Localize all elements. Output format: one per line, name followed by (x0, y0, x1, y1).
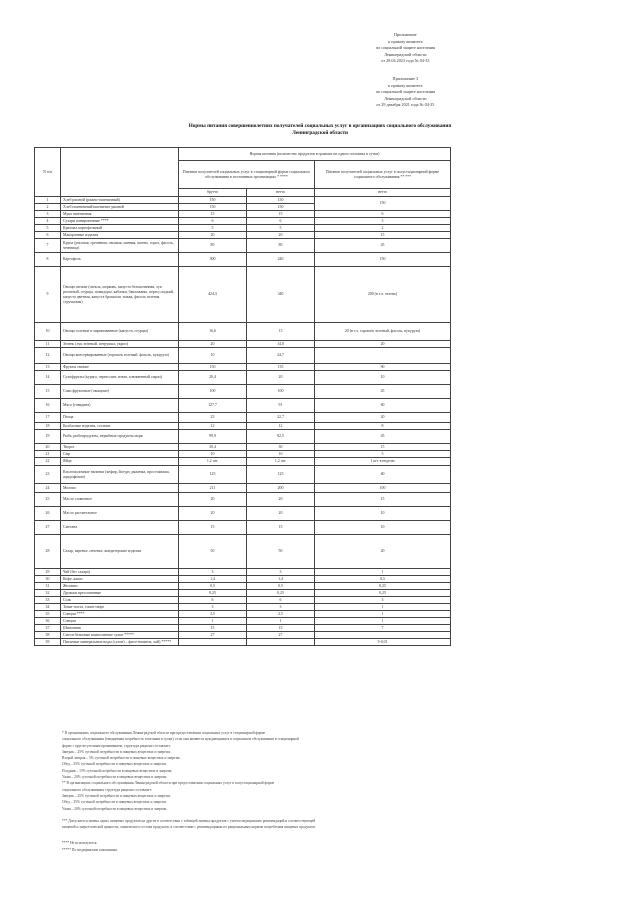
product-name: Мясо (говядина) (61, 399, 179, 413)
footnote-line: Второй завтрак – 5% суточной потребности в пищевых веществах и энергии; (62, 756, 181, 761)
stationary-netto: 30 (247, 444, 315, 451)
stationary-netto: 3 (247, 569, 315, 576)
stationary-brutto: 0,5 (179, 583, 247, 590)
semistationary-netto: 20 (315, 413, 451, 423)
table-row (35, 341, 451, 348)
stationary-netto: 340 (247, 267, 315, 323)
product-name: Овощи соленые и маринованные (капуста, огурцы) (61, 323, 179, 341)
table-row (35, 267, 451, 323)
stationary-brutto: 150 (179, 364, 247, 371)
semistationary-netto: 3 (315, 597, 451, 604)
row-number: 29 (35, 569, 61, 576)
table-row (35, 466, 451, 484)
product-name: Соль (61, 597, 179, 604)
row-number: 33 (35, 597, 61, 604)
stationary-netto: 91 (247, 399, 315, 413)
row-number: 36 (35, 618, 61, 625)
header-line: к приказу комитета (388, 82, 423, 88)
row-number: 27 (35, 521, 61, 535)
footnote-line: социального обслуживания (ежедневная потребность в питании в сутки), если они являются нуждающимися в социальном обслуживании в стационарной (62, 737, 299, 742)
product-name: Соки фруктовые (овощные) (61, 385, 179, 399)
stationary-netto: 12 (247, 423, 315, 430)
stationary-brutto: 80 (179, 239, 247, 253)
stationary-brutto: 30,4 (179, 444, 247, 451)
stationary-brutto: 0,25 (179, 590, 247, 597)
stationary-netto: 20 (247, 507, 315, 521)
title-line: Ленинградской области (291, 130, 349, 136)
table-row (35, 364, 451, 371)
stationary-netto: 200 (247, 484, 315, 493)
stationary-netto: 6 (247, 218, 315, 225)
semistationary-netto: 15 (315, 232, 451, 239)
row-number: 5 (35, 225, 61, 232)
table-row (35, 639, 451, 646)
semistationary-netto: 150 (315, 253, 451, 267)
footnote-line: Ужин – 20% суточной потребности в пищевых веществах и энергии. (62, 775, 168, 780)
product-name: Фрукты свежие (61, 364, 179, 371)
product-name: Хлеб пшеничный/пшенично-ржаной (61, 204, 179, 211)
table-row (35, 535, 451, 569)
footnote-line: *** Допускается замена одних пищевых продуктов на другие в соответствии с таблицей замены продуктов с учетом медицинских рекомендаций и соответствующей (62, 818, 316, 823)
semistationary-netto: 1 (315, 604, 451, 611)
semistationary-netto: 20 (315, 535, 451, 569)
table-row (35, 597, 451, 604)
table-row (35, 253, 451, 267)
table-row (35, 399, 451, 413)
stationary-netto: 24,7 (247, 348, 315, 364)
row-number: 18 (35, 423, 61, 430)
footnote-line: Завтрак – 25% суточной потребности в пищевых веществах и энергии; (62, 749, 171, 754)
stationary-brutto: 5 (179, 225, 247, 232)
semistationary-netto: 200 (в т.ч. зелень) (315, 267, 451, 323)
stationary-brutto: 99,9 (179, 430, 247, 444)
semistationary-netto: 20 (в т.ч. горошек зеленый, фасоль, кукуруза) (315, 323, 451, 341)
product-name: Макаронные изделия (61, 232, 179, 239)
semistationary-netto: 1 (315, 611, 451, 618)
stationary-brutto: 25 (179, 413, 247, 423)
header-line: от 29 декабря 2021 года № 04-35 (376, 102, 435, 108)
row-number: 4 (35, 218, 61, 225)
stationary-brutto: 6 (179, 218, 247, 225)
stationary-netto: 80 (247, 239, 315, 253)
semistationary-netto: 20 (315, 341, 451, 348)
semistationary-netto: 15 (315, 444, 451, 451)
approval-header-1 (376, 32, 435, 65)
semistationary-netto: 45 (315, 385, 451, 399)
nutrition-norms-table (34, 147, 451, 646)
row-number: 13 (35, 364, 61, 371)
semistationary-netto: 5 (315, 451, 451, 458)
row-number: 19 (35, 430, 61, 444)
col-semistationary-header: Питание получателей социальных услуг в полустационарной форме социального обслуживания ** *** (315, 161, 451, 189)
product-name: Сухофрукты (курага, чернослив, изюм, клюквенный сироп) (61, 371, 179, 385)
row-number: 24 (35, 484, 61, 493)
stationary-brutto: 1,4 (179, 576, 247, 583)
semistationary-netto: 0,25 (315, 590, 451, 597)
row-number: 7 (35, 239, 61, 253)
product-name: Мука пшеничная (61, 211, 179, 218)
product-name: Сметана (61, 521, 179, 535)
table-row (35, 632, 451, 639)
stationary-netto: 135 (247, 364, 315, 371)
header-line: Приложение 3 (392, 76, 419, 81)
stationary-brutto: 20,4 (179, 371, 247, 385)
semistationary-netto: 10 (315, 507, 451, 521)
stationary-brutto: 15 (179, 625, 247, 632)
stationary-brutto: 16,6 (179, 323, 247, 341)
stationary-brutto: 50 (179, 535, 247, 569)
table-row (35, 385, 451, 399)
product-name: Чай (без сахара) (61, 569, 179, 576)
stationary-brutto: 2,5 (179, 611, 247, 618)
semistationary-netto: 2 (315, 225, 451, 232)
stationary-brutto: 211 (179, 484, 247, 493)
row-number: 28 (35, 535, 61, 569)
product-name: Специи **** (61, 611, 179, 618)
table-row (35, 218, 451, 225)
product-name: Питьевые минеральные воды (сухие) – фито-напиток, чай) ***** (61, 639, 179, 646)
table-row (35, 211, 451, 218)
table-row (35, 451, 451, 458)
stationary-netto: 240 (247, 253, 315, 267)
stationary-brutto: 15 (179, 521, 247, 535)
table-row (35, 590, 451, 597)
stationary-netto: 3 (247, 604, 315, 611)
stationary-brutto: 20 (179, 341, 247, 348)
row-number: 3 (35, 211, 61, 218)
semistationary-netto: 6 (315, 211, 451, 218)
footnote-line: Ужин – 20% суточной потребности в пищевых веществах и энергии. (62, 806, 168, 811)
semistationary-netto: 1 шт. в неделю (315, 458, 451, 466)
table-row (35, 604, 451, 611)
row-number: 11 (35, 341, 61, 348)
stationary-netto: 20 (247, 371, 315, 385)
table-row (35, 430, 451, 444)
stationary-brutto: 6 (179, 597, 247, 604)
stationary-netto: 20 (247, 493, 315, 507)
header-line: Приложение (394, 32, 417, 37)
row-number: 38 (35, 632, 61, 639)
stationary-netto: 15 (247, 521, 315, 535)
footnotes (62, 730, 582, 853)
row-number: 6 (35, 232, 61, 239)
header-line: к приказу комитета (388, 38, 423, 44)
header-line: по социальной защите населения (375, 89, 435, 95)
row-number: 2 (35, 204, 61, 211)
stationary-netto (247, 639, 315, 646)
product-name: Рыба, рыбопродукты, нерыбные продукты моря (61, 430, 179, 444)
semistationary-netto: 100 (315, 484, 451, 493)
product-name: Масло сливочное (61, 493, 179, 507)
stationary-netto: 1 (247, 618, 315, 625)
stationary-netto: 15 (247, 211, 315, 218)
row-number: 17 (35, 413, 61, 423)
stationary-brutto: 20 (179, 232, 247, 239)
row-number: 9 (35, 267, 61, 323)
product-name: Картофель (61, 253, 179, 267)
table-row (35, 493, 451, 507)
stationary-brutto: 424,3 (179, 267, 247, 323)
table-row (35, 484, 451, 493)
stationary-netto: 82,5 (247, 430, 315, 444)
product-name: Шиповник (61, 625, 179, 632)
row-number: 1 (35, 197, 61, 204)
stationary-brutto: 3 (179, 604, 247, 611)
semistationary-netto: 1 (315, 569, 451, 576)
stationary-netto: 2,5 (247, 611, 315, 618)
semistationary-netto (315, 348, 451, 364)
table-row (35, 239, 451, 253)
semistationary-netto: 45 (315, 239, 451, 253)
table-row (35, 521, 451, 535)
footnote-line: социального обслуживания структура рациона составляет: (62, 787, 152, 792)
table-row (35, 348, 451, 364)
header-line: Ленинградской области (384, 51, 427, 57)
table-row (35, 225, 451, 232)
table-row (35, 618, 451, 625)
table-row (35, 611, 451, 618)
stationary-netto: 6 (247, 597, 315, 604)
row-number: 14 (35, 371, 61, 385)
stationary-netto: 1,4 (247, 576, 315, 583)
product-name: Яйца (61, 458, 179, 466)
stationary-brutto: 3 (179, 569, 247, 576)
col-number-header: N п/п (35, 148, 61, 197)
row-number: 30 (35, 576, 61, 583)
stationary-netto: 125 (247, 466, 315, 484)
semistationary-netto: 1 (315, 618, 451, 625)
row-number: 22 (35, 458, 61, 466)
footnote-line: Завтрак – 25% суточной потребности в пищевых веществах и энергии; (62, 793, 171, 798)
semistationary-netto: 15 (315, 493, 451, 507)
sub-brutto-header: брутто (179, 189, 247, 197)
row-number: 37 (35, 625, 61, 632)
product-name: Сухари панировочные **** (61, 218, 179, 225)
product-name: Овощи свежие (свекла, морковь, капуста белокочанная, лук репчатый, огурцы, помидоры, кабачки, баклажаны, перец сладкий, капуста цветная, капуста брокколи, тыква, фасоль зеленая стручковая) (61, 267, 179, 323)
row-number: 16 (35, 399, 61, 413)
table-row (35, 423, 451, 430)
semistationary-netto: 0,25 (315, 583, 451, 590)
stationary-netto: 150 (247, 204, 315, 211)
row-number: 20 (35, 444, 61, 451)
row-number: 39 (35, 639, 61, 646)
product-name: Зелень (лук зеленый, петрушка, укроп) (61, 341, 179, 348)
product-name: Сахар, варенье, печенье, кондитерские изделия (61, 535, 179, 569)
table-row (35, 197, 451, 204)
stationary-brutto: 15 (179, 211, 247, 218)
table-row (35, 232, 451, 239)
row-number: 34 (35, 604, 61, 611)
header-line: по социальной защите населения (375, 45, 435, 51)
sub-netto-header: нетто (315, 189, 451, 197)
semistationary-netto: 8 (315, 423, 451, 430)
col-norms-header: Нормы питания (количество продуктов в граммах на одного человека в сутки) (179, 148, 451, 161)
product-name: Кисломолочные напитки (кефир, йогурт, ряженка, простокваша, ацидофилин) (61, 466, 179, 484)
footnote-line: **** Не используются. (62, 841, 98, 846)
row-number: 31 (35, 583, 61, 590)
semistationary-netto: 3 (315, 218, 451, 225)
stationary-brutto: 300 (179, 253, 247, 267)
table-head-row (35, 148, 451, 161)
stationary-brutto: 150 (179, 197, 247, 204)
table-row (35, 371, 451, 385)
footnote-line: * В организациях социального обслуживания Ленинградской области при предоставлении социальных услуг в стационарной форме (62, 731, 266, 735)
stationary-netto: 27 (247, 632, 315, 639)
row-number: 10 (35, 323, 61, 341)
stationary-brutto: 10 (179, 348, 247, 364)
stationary-netto: 5 (247, 225, 315, 232)
stationary-netto: 0,25 (247, 590, 315, 597)
product-name: Творог (61, 444, 179, 451)
row-number: 12 (35, 348, 61, 364)
stationary-brutto: 1,2 шт. (179, 458, 247, 466)
product-name: Масло растительное (61, 507, 179, 521)
table-row (35, 507, 451, 521)
stationary-netto: 1,2 шт. (247, 458, 315, 466)
header-line: от 28.04.2023 года № 04-33 (381, 58, 430, 64)
stationary-brutto (179, 639, 247, 646)
semistationary-netto: 150 (315, 197, 451, 211)
row-number: 15 (35, 385, 61, 399)
table-row (35, 444, 451, 451)
stationary-brutto: 125 (179, 466, 247, 484)
row-number: 35 (35, 611, 61, 618)
semistationary-netto: 0,5 (315, 576, 451, 583)
title-line: Нормы питания совершеннолетних получателей социальных услуг в организациях социального обслуживания (188, 123, 452, 129)
col-stationary-header: Питание получателей социальных услуг в стационарной форме социального обслуживания в постоянных организациях * **** (179, 161, 315, 189)
stationary-brutto: 100 (179, 385, 247, 399)
semistationary-netto: 7 (315, 625, 451, 632)
semistationary-netto: 45 (315, 430, 451, 444)
stationary-brutto: 10 (179, 451, 247, 458)
semistationary-netto: 10 (315, 371, 451, 385)
row-number: 21 (35, 451, 61, 458)
product-name: Дрожжи прессованные (61, 590, 179, 597)
stationary-netto: 150 (247, 197, 315, 204)
semistationary-netto: 10 (315, 521, 451, 535)
stationary-netto: 20 (247, 232, 315, 239)
footnote-line: Обед – 35% суточной потребности в пищевых веществах и энергии; (62, 800, 167, 805)
stationary-netto: 15 (247, 323, 315, 341)
product-name: Сыр (61, 451, 179, 458)
product-name: Смеси белковые композитные сухие ***** (61, 632, 179, 639)
table-row (35, 583, 451, 590)
stationary-netto: 14,8 (247, 341, 315, 348)
stationary-brutto: 150 (179, 204, 247, 211)
approval-header-2 (376, 76, 435, 109)
table-row (35, 413, 451, 423)
row-number: 23 (35, 466, 61, 484)
row-number: 26 (35, 507, 61, 521)
footnote-line: Полдник – 15% суточной потребности в пищевых веществах и энергии; (62, 768, 173, 773)
table-row (35, 569, 451, 576)
stationary-netto: 100 (247, 385, 315, 399)
product-name: Специи (61, 618, 179, 625)
semistationary-netto: 5-0,01 (315, 639, 451, 646)
table-row (35, 458, 451, 466)
stationary-brutto: 27 (179, 632, 247, 639)
footnote-line: ** В организациях социального обслуживания Ленинградской области при предоставлении социальных услуг в полустационарной форме (62, 781, 275, 786)
stationary-brutto: 12 (179, 423, 247, 430)
stationary-brutto: 20 (179, 507, 247, 521)
product-name: Желатин (61, 583, 179, 590)
footnote-line: форме с круглосуточным проживанием, структура рациона составляет: (62, 743, 171, 748)
product-name: Молоко (61, 484, 179, 493)
stationary-netto: 15 (247, 625, 315, 632)
product-name: Колбасные изделия, сосиски (61, 423, 179, 430)
product-name: Овощи консервированные (горошек зеленый, фасоль, кукуруза) (61, 348, 179, 364)
product-name: Крупа (рисовая, гречневая, овсяная, манная, пшено, горох, фасоль, чечевица) (61, 239, 179, 253)
row-number: 8 (35, 253, 61, 267)
stationary-netto: 50 (247, 535, 315, 569)
footnote-line: Обед – 35% суточной потребности в пищевых веществах и энергии; (62, 762, 167, 767)
product-name: Томат-паста, томат-пюре (61, 604, 179, 611)
table-row (35, 625, 451, 632)
stationary-netto: 10 (247, 451, 315, 458)
stationary-brutto: 1 (179, 618, 247, 625)
sub-netto-header: нетто (247, 189, 315, 197)
product-name: Крахмал картофельный (61, 225, 179, 232)
semistationary-netto: 60 (315, 399, 451, 413)
row-number: 32 (35, 590, 61, 597)
semistationary-netto (315, 632, 451, 639)
product-name: Птица (61, 413, 179, 423)
product-name: Кофе, какао (61, 576, 179, 583)
footnote-line: ***** По медицинским показаниям. (62, 847, 118, 852)
table-row (35, 323, 451, 341)
semistationary-netto: 90 (315, 364, 451, 371)
stationary-brutto: 20 (179, 493, 247, 507)
document-title (120, 123, 520, 137)
header-line: Ленинградской области (384, 95, 427, 101)
stationary-netto: 0,5 (247, 583, 315, 590)
product-name: Хлеб ржаной (ржано-пшеничный) (61, 197, 179, 204)
table-body (35, 148, 451, 646)
col-name-header (61, 148, 179, 197)
table-row (35, 576, 451, 583)
stationary-brutto: 127,7 (179, 399, 247, 413)
stationary-netto: 22,7 (247, 413, 315, 423)
footnote-line: пищевой и энергетической ценности, химического состава продуктов, в соответствии с рекомендациями по рациональным нормам потребления пищевых продуктов. (62, 825, 316, 830)
row-number: 25 (35, 493, 61, 507)
semistationary-netto: 60 (315, 466, 451, 484)
